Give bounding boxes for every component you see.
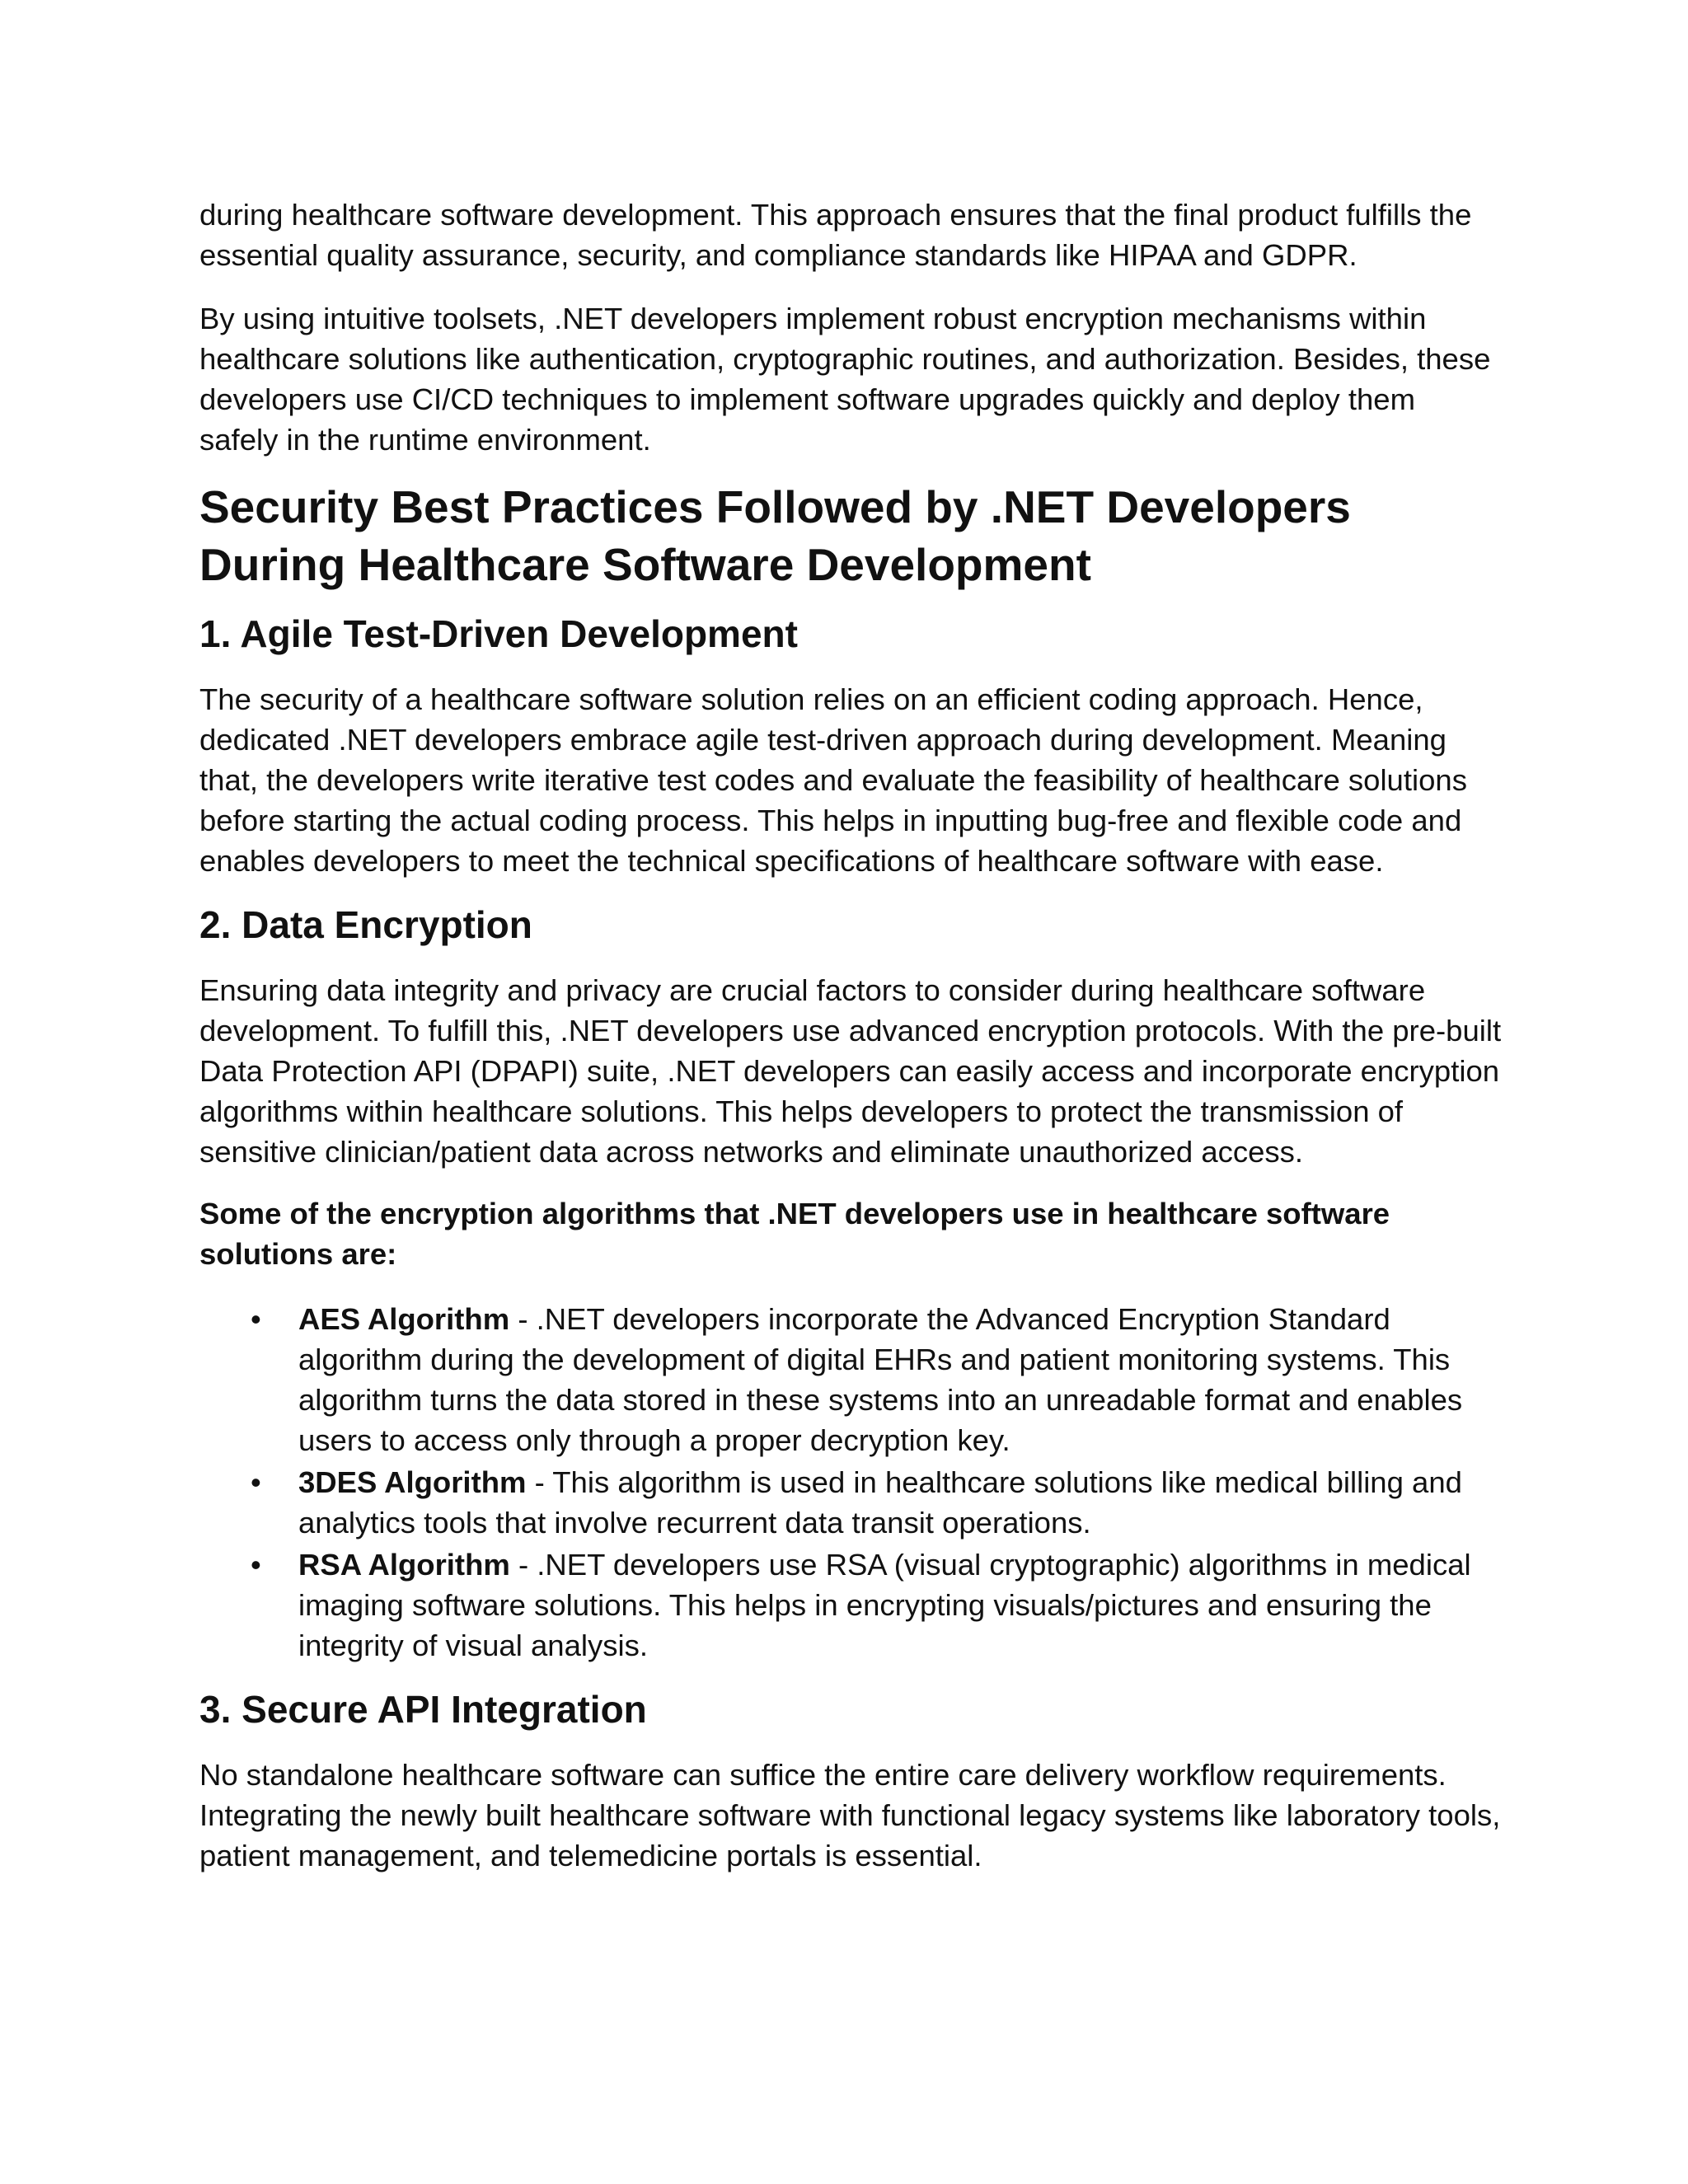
algorithm-description: - .NET developers use RSA (visual cryptographic) algorithms in medical imaging software solutions. This helps in encrypting visuals/pictures and ensuring the integrity of visual analysis.	[298, 1548, 1471, 1662]
section-3-body: No standalone healthcare software can suffice the entire care delivery workflow requirements. Integrating the newly built healthcare software with functional legacy systems like laboratory tools, patient management, and telemedicine portals is essential.	[199, 1758, 1501, 1872]
document-page	[199, 194, 1502, 1876]
algorithm-description: - This algorithm is used in healthcare solutions like medical billing and analytics tools that involve recurrent data transit operations.	[298, 1465, 1462, 1540]
list-item-3des	[199, 1462, 1502, 1543]
section-2-title: 2. Data Encryption	[199, 903, 532, 946]
algorithm-description: - .NET developers incorporate the Advanced Encryption Standard algorithm during the development of digital EHRs and patient monitoring systems. This algorithm turns the data stored in these systems into an unreadable format and enables users to access only through a proper decryption key.	[298, 1302, 1463, 1457]
algorithms-list	[199, 1299, 1502, 1666]
bullet-icon: •	[251, 1548, 261, 1582]
section-2-body: Ensuring data integrity and privacy are crucial factors to consider during healthcare software development. To fulfill this, .NET developers use advanced encryption protocols. With the pre-built Data Protection API (DPAPI) suite, .NET developers can easily access and incorporate encryption algorithms within healthcare solutions. This helps developers to protect the transmission of sensitive clinician/patient data across networks and eliminate unauthorized access.	[199, 973, 1502, 1169]
section-1-title: 1. Agile Test-Driven Development	[199, 612, 798, 655]
list-item-rsa	[199, 1544, 1502, 1666]
bullet-icon: •	[251, 1302, 261, 1336]
algorithm-name: AES Algorithm	[298, 1302, 510, 1336]
intro-paragraph-2: By using intuitive toolsets, .NET developers implement robust encryption mechanisms within healthcare solutions like authentication, cryptographic routines, and authorization. Besides, these developers use CI/CD techniques to implement software upgrades quickly and deploy them safely in the runtime environment.	[199, 302, 1491, 457]
algorithms-list-intro: Some of the encryption algorithms that .NET developers use in healthcare software solutions are:	[199, 1197, 1390, 1271]
intro-paragraph-1: during healthcare software development. This approach ensures that the final product fulfills the essential quality assurance, security, and compliance standards like HIPAA and GDPR.	[199, 198, 1472, 272]
section-3-title: 3. Secure API Integration	[199, 1688, 647, 1731]
algorithm-name: RSA Algorithm	[298, 1548, 510, 1582]
algorithm-name: 3DES Algorithm	[298, 1465, 527, 1499]
list-item-aes	[199, 1299, 1502, 1460]
section-1-body: The security of a healthcare software solution relies on an efficient coding approach. Hence, dedicated .NET developers embrace agile test-driven approach during development. Meaning that, the developers write iterative test codes and evaluate the feasibility of healthcare solutions before starting the actual coding process. This helps in inputting bug-free and flexible code and enables developers to meet the technical specifications of healthcare software with ease.	[199, 682, 1467, 878]
main-heading: Security Best Practices Followed by .NET Developers During Healthcare Software Development	[199, 481, 1351, 590]
bullet-icon: •	[251, 1465, 261, 1499]
